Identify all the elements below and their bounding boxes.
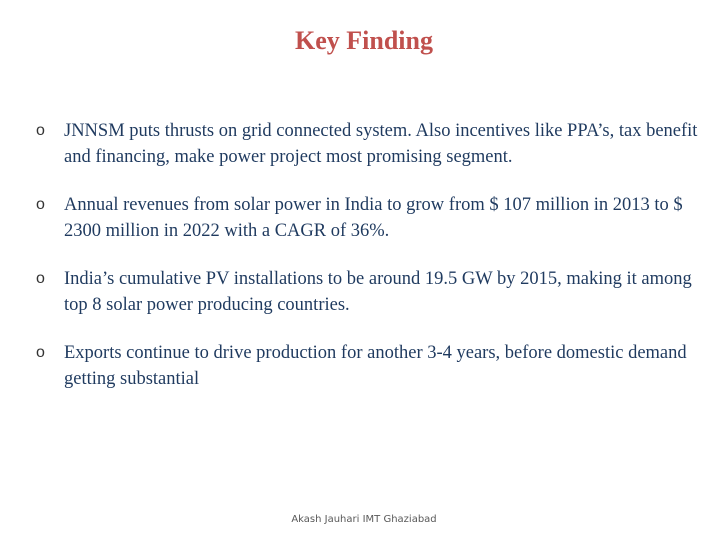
bullet-item xyxy=(36,118,700,170)
bullet-marker-icon: o xyxy=(36,344,45,361)
bullet-item xyxy=(36,340,700,392)
bullet-item xyxy=(36,266,700,318)
bullet-marker-icon: o xyxy=(36,122,45,139)
bullet-text: India’s cumulative PV installations to be around 19.5 GW by 2015, making it among top 8 solar power producing countries. xyxy=(64,269,692,315)
bullet-list xyxy=(36,118,700,414)
bullet-marker-icon: o xyxy=(36,270,45,287)
slide-title: Key Finding xyxy=(295,26,433,55)
bullet-text: JNNSM puts thrusts on grid connected system. Also incentives like PPA’s, tax benefit and financing, make power project most promising segment. xyxy=(64,121,698,167)
bullet-marker-icon: o xyxy=(36,196,45,213)
bullet-text: Annual revenues from solar power in India to grow from $ 107 million in 2013 to $ 2300 million in 2022 with a CAGR of 36%. xyxy=(64,195,683,241)
bullet-text: Exports continue to drive production for another 3-4 years, before domestic demand getting substantial xyxy=(64,343,687,389)
slide-footer: Akash Jauhari IMT Ghaziabad xyxy=(291,514,437,525)
bullet-item xyxy=(36,192,700,244)
